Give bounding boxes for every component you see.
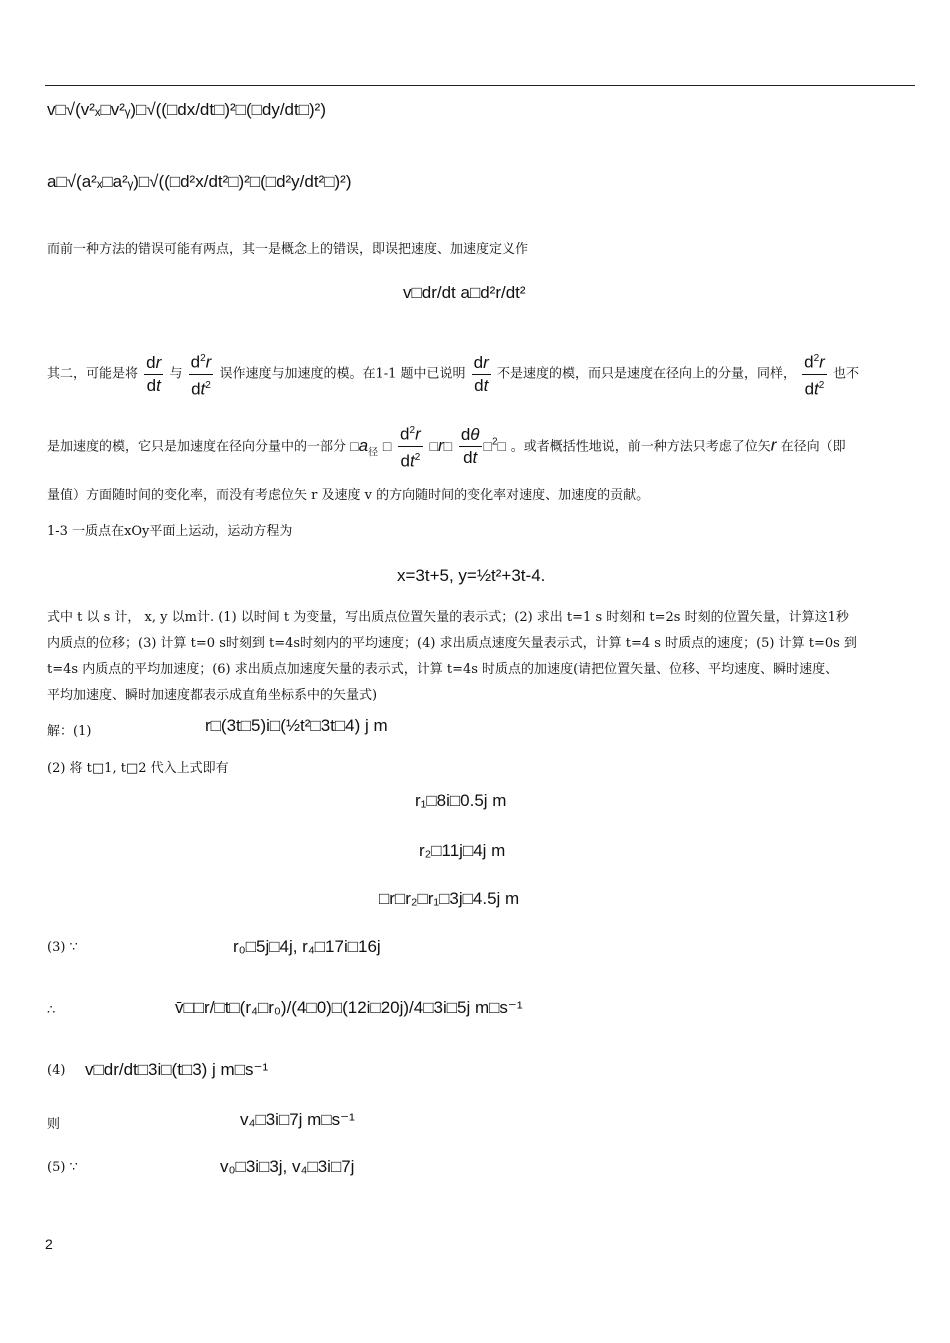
velocity-vector-equation: v□dr/dt□3i□(t□3) j m□s⁻¹ <box>85 1060 269 1079</box>
equation-velocity-magnitude <box>47 100 326 120</box>
velocity-at-t4-equation: v₄□3i□7j m□s⁻¹ <box>240 1110 355 1129</box>
question-line-4: 平均加速度、瞬时加速度都表示成直角坐标系中的矢量式) <box>47 688 378 703</box>
p2-part-a: 其二，可能是将 <box>47 366 139 382</box>
fraction-d2r-dt2: $\frac{d^2r}{dt^2}$ <box>189 348 214 400</box>
average-velocity-equation: v̄□□r/□t□(r₄□r₀)/(4□0)□(12i□20j)/4□3i□5j m□s⁻¹ <box>175 998 523 1017</box>
fraction-d2r-dt2-2: $\frac{d^2r}{dt^2}$ <box>802 348 827 400</box>
solution-1-equation: r□(3t□5)i□(½t²□3t□4) j m <box>205 716 388 735</box>
p3-part-b: 。或者概括性地说，前一种方法只考虑了位矢 <box>510 439 771 455</box>
p3-part-c: 在径向（即 <box>780 439 846 455</box>
problem-title: 1-3 一质点在xOy平面上运动，运动方程为 <box>47 524 293 539</box>
header-rule <box>45 85 915 86</box>
solution-1-label: 解：(1) <box>47 724 92 739</box>
equation-acceleration-magnitude <box>47 172 352 192</box>
p2-part-b: 与 <box>169 366 183 382</box>
p2-part-d: 不是速度的模，而只是速度在径向上的分量，同样， <box>496 366 796 382</box>
solution-4-label: (4) <box>47 1063 66 1078</box>
position-vector-r1: r₁□8i□0.5j m <box>415 791 507 810</box>
solution-3-label: (3) ∵ <box>47 940 78 955</box>
fraction-dr-dt: $\frac{dr}{dt}$ <box>146 352 162 395</box>
displacement-vector: □r□r₂□r₁□3j□4.5j m <box>379 889 520 908</box>
then-label: 则 <box>47 1117 61 1132</box>
solution-3-equation: r₀□5j□4j, r₄□17i□16j <box>233 937 381 956</box>
radial-acceleration-expression: $□a_径$ □ $\frac{d^2r}{dt^2}$ □r□ $\frac{d\theta}{dt}$ □$^2$□ <box>350 436 511 455</box>
question-line-1: 式中 t 以 s 计， x, y 以m计. (1) 以时间 t 为变量，写出质点位置矢量的表示式；(2) 求出 t=1 s 时刻和 t=2s 时刻的位置矢量，计算这1秒 <box>47 610 849 625</box>
motion-equation: x=3t+5, y=½t²+3t-4. <box>397 566 546 585</box>
paragraph-1: 而前一种方法的错误可能有两点，其一是概念上的错误，即误把速度、加速度定义作 <box>47 242 529 257</box>
position-vector-r2: r₂□11j□4j m <box>419 841 506 860</box>
question-line-3: t=4s 内质点的平均加速度；(6) 求出质点加速度矢量的表示式，计算 t=4s 时质点的加速度(请把位置矢量、位移、平均速度、瞬时速度、 <box>47 662 839 677</box>
question-line-2: 内质点的位移；(3) 计算 t=0 s时刻到 t=4s时刻内的平均速度；(4) 求出质点速度矢量表示式，计算 t=4 s 时质点的速度；(5) 计算 t=0s 到 <box>47 636 857 651</box>
therefore-symbol: ∴ <box>47 1003 56 1018</box>
p2-part-e: 也不 <box>832 366 859 382</box>
page-number: 2 <box>45 1236 53 1252</box>
paragraph-3: 是加速度的模，它只是加速度在径向分量中的一部分 $□a_径$ □ $\frac{d^2r}{dt^2}$ □r□ $\frac{d\theta}{dt}$ □$^2$□ 。或者概括性地说，前一种方法只考虑了位矢r 在径向（即 <box>47 420 846 472</box>
equation-wrong-definition: v□dr/dt a□d²r/dt² <box>403 283 526 302</box>
eq-v-text: v□√(v²ₓ□v²ᵧ)□√((□dx/dt□)²□(□dy/dt□)²) <box>47 100 326 119</box>
p3-part-a: 是加速度的模，它只是加速度在径向分量中的一部分 <box>47 439 347 455</box>
solution-5-equation: v₀□3i□3j, v₄□3i□7j <box>220 1157 355 1176</box>
eq-a-text: a□√(a²ₓ□a²ᵧ)□√((□d²x/dt²□)²□(□d²y/dt²□)²) <box>47 172 352 191</box>
p2-part-c: 误作速度与加速度的模。在1-1 题中已说明 <box>219 366 466 382</box>
solution-2-label: (2) 将 t□1, t□2 代入上式即有 <box>47 761 229 776</box>
fraction-dr-dt-2: $\frac{dr}{dt}$ <box>473 352 489 395</box>
paragraph-2 <box>47 348 859 400</box>
solution-5-label: (5) ∵ <box>47 1160 78 1175</box>
paragraph-4: 量值）方面随时间的变化率，而没有考虑位矢 r 及速度 v 的方向随时间的变化率对速度、加速度的贡献。 <box>47 488 650 503</box>
